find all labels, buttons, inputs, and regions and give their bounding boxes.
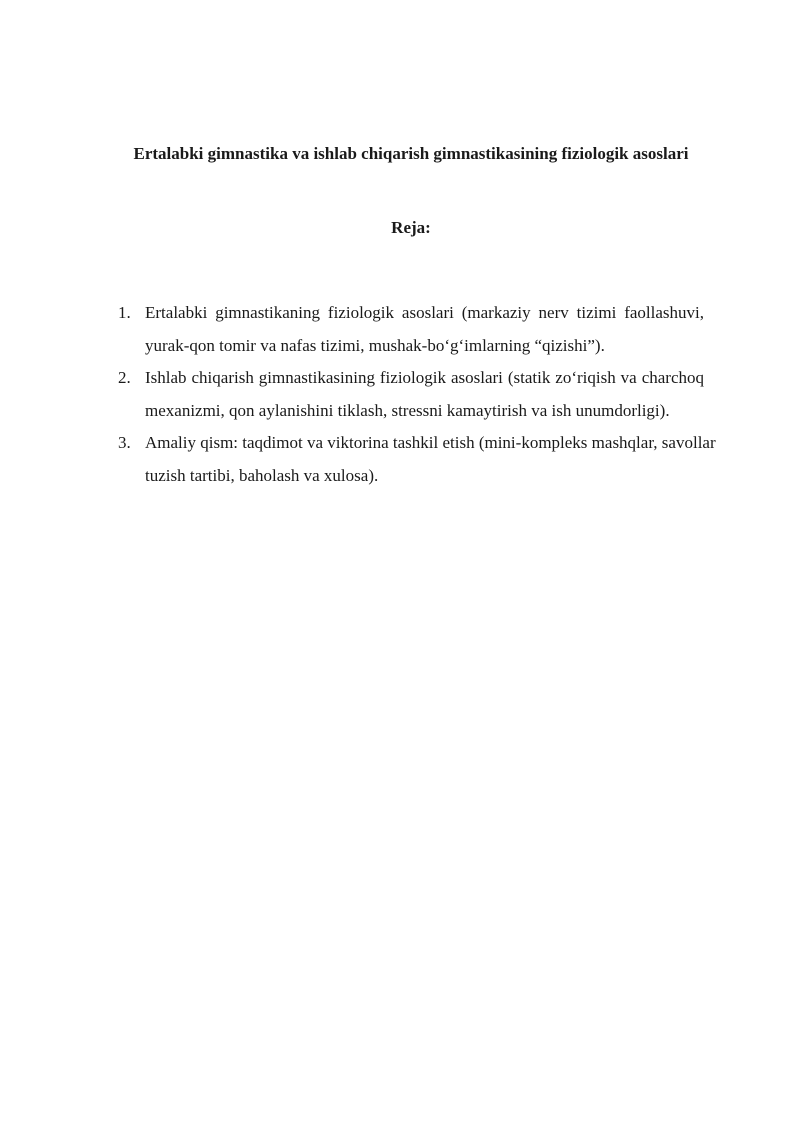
plan-item-text: Ishlab chiqarish gimnastikasining fiziologik asoslari (statik zo‘riqish va charchoq mexanizmi, qon aylanishini tiklash, stressni kamaytirish va ish unumdorligi). <box>145 368 704 420</box>
plan-item-2 <box>118 362 704 427</box>
plan-item-number: 1. <box>118 303 131 322</box>
plan-item-number: 3. <box>118 433 131 452</box>
plan-item-number: 2. <box>118 368 131 387</box>
plan-item-3 <box>118 427 716 492</box>
plan-item-text: Amaliy qism: taqdimot va viktorina tashkil etish (mini-kompleks mashqlar, savollar tuzish tartibi, baholash va xulosa). <box>145 433 716 485</box>
plan-item-1 <box>118 297 704 362</box>
plan-list <box>118 297 716 492</box>
document-title: Ertalabki gimnastika va ishlab chiqarish gimnastikasining fiziologik asoslari <box>133 144 689 163</box>
plan-heading: Reja: <box>391 218 431 237</box>
plan-item-text: Ertalabki gimnastikaning fiziologik asoslari (markaziy nerv tizimi faollashuvi, yurak-qon tomir va nafas tizimi, mushak-bo‘g‘imlarning “qizishi”). <box>145 303 704 355</box>
